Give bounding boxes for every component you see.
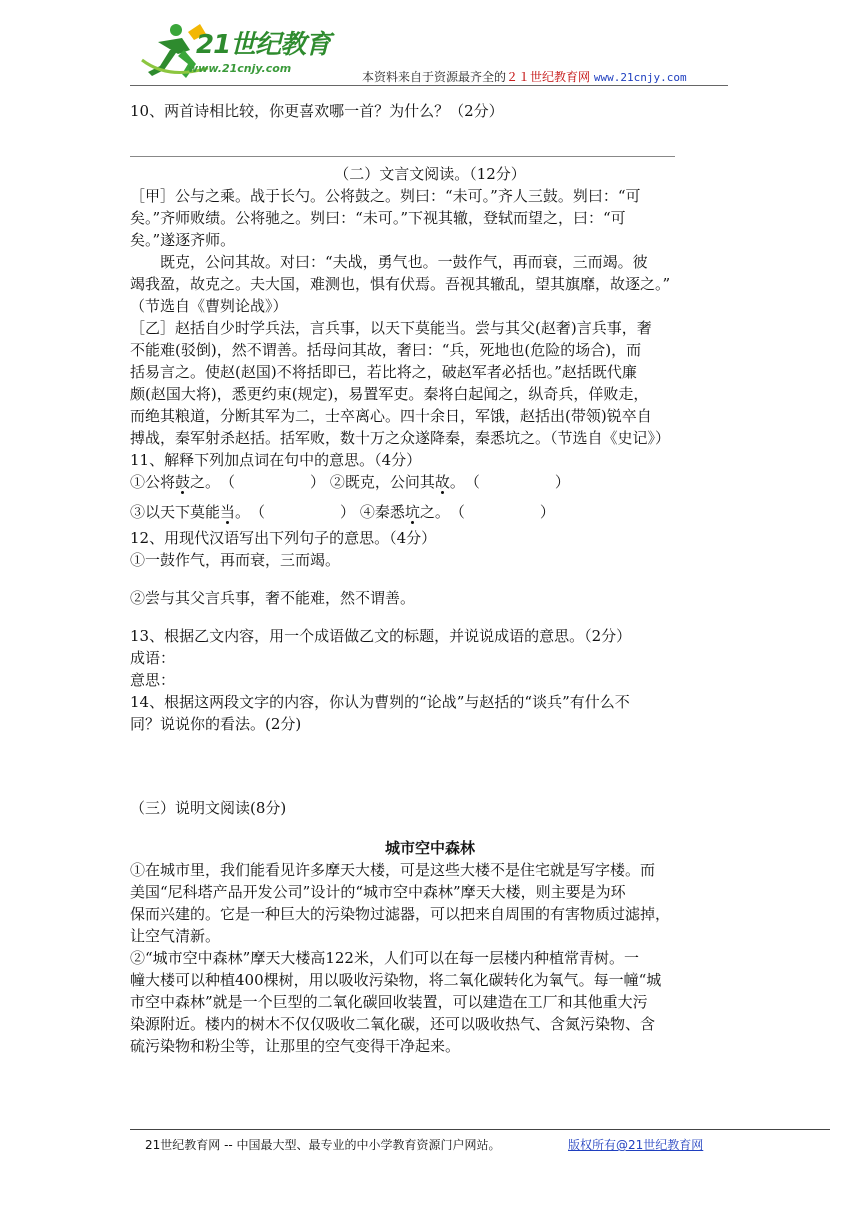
logo-url: www.21cnjy.com — [188, 62, 292, 75]
dotted-word: 鼓 — [175, 473, 191, 491]
header-site-link[interactable]: ２１世纪教育网 — [506, 70, 591, 84]
article-p1-line: 美国“尼科塔产品开发公司”设计的“城市空中森林”摩天大楼，则主要是为环 — [130, 883, 626, 901]
footer-copyright-link[interactable]: 版权所有@21世纪教育网 — [568, 1138, 704, 1152]
q11-item: ①公将 — [130, 473, 176, 491]
passage-jia-line: 既克，公问其故。对曰：“夫战，勇气也。一鼓作气，再而衰，三而竭。彼 — [160, 253, 648, 271]
q13-meaning-label: 意思： — [130, 671, 176, 689]
section-2-title: （二）文言文阅读。（12分） — [334, 165, 526, 183]
article-p2-line: 市空中森林”就是一个巨型的二氧化碳回收装置，可以建造在工厂和其他重大污 — [130, 993, 648, 1011]
page-footer — [145, 1136, 704, 1153]
footer-text: 21世纪教育网 -- 中国最大型、最专业的中小学教育资源门户网站。 — [145, 1138, 501, 1152]
passage-jia-line: 矣。”遂逐齐师。 — [130, 231, 236, 249]
header-note — [362, 68, 687, 85]
q11-item: ③以天下莫能 — [130, 503, 221, 521]
question-14: 14、根据这两段文字的内容，你认为曹刿的“论战”与赵括的“谈兵”有什么不 — [130, 693, 630, 711]
question-11: 11、解释下列加点词在句中的意思。（4分） — [130, 451, 422, 469]
q11-blank: 。 （ ） — [235, 503, 356, 521]
article-p2-line: 染源附近。楼内的树木不仅仅吸收二氧化碳，还可以吸收热气、含氮污染物、含 — [130, 1015, 656, 1033]
q11-blank: 。 （ ） — [449, 473, 570, 491]
article-p1-line: ①在城市里，我们能看见许多摩天大楼，可是这些大楼不是住宅就是写字楼。而 — [130, 861, 656, 879]
question-11-row — [130, 471, 730, 497]
footer-divider — [130, 1129, 830, 1130]
passage-jia-line: 竭我盈，故克之。夫大国，难测也，惧有伏焉。吾视其辙乱，望其旗靡，故逐之。” — [130, 275, 671, 293]
passage-jia-source: （节选自《曹刿论战》） — [130, 297, 288, 315]
dotted-word: 坑 — [404, 503, 420, 521]
q13-idiom-label: 成语： — [130, 649, 176, 667]
header-url-link[interactable]: www.21cnjy.com — [593, 71, 687, 84]
answer-line — [130, 156, 675, 157]
passage-jia-line: 矣。”齐师败绩。公将驰之。刿曰：“未可。”下视其辙，登轼而望之，曰：“可 — [130, 209, 626, 227]
passage-yi-line: 不能难(驳倒)，然不谓善。括母问其故，奢曰：“兵，死地也(危险的场合)，而 — [130, 341, 642, 359]
logo-wordmark: 21世纪教育 — [196, 30, 331, 60]
article-p1-line: 保而兴建的。它是一种巨大的污染物过滤器，可以把来自周围的有害物质过滤掉， — [130, 905, 671, 923]
article-title: 城市空中森林 — [384, 839, 475, 857]
article-p2-line: 硫污染物和粉尘等，让那里的空气变得干净起来。 — [130, 1037, 461, 1055]
question-11-row — [130, 497, 730, 527]
header-note-text: 本资料来自于资源最齐全的 — [362, 70, 507, 84]
question-13: 13、根据乙文内容，用一个成语做乙文的标题，并说说成语的意思。（2分） — [130, 627, 632, 645]
passage-yi-line: 而绝其粮道，分断其军为二，士卒离心。四十余日，军饿，赵括出(带领)锐卒自 — [130, 407, 652, 425]
article-p1-line: 让空气清新。 — [130, 927, 221, 945]
passage-yi-line: 搏战，秦军射杀赵括。括军败，数十万之众遂降秦，秦悉坑之。（节选自《史记》） — [130, 429, 671, 447]
q11-blank: 之。 （ ） — [190, 473, 326, 491]
question-10: 10、两首诗相比较，你更喜欢哪一首？为什么？（2分） — [130, 102, 504, 120]
passage-yi-line: ［乙］赵括自少时学兵法，言兵事，以天下莫能当。尝与其父(赵奢)言兵事，奢 — [130, 319, 652, 337]
section-3-title: （三）说明文阅读(8分) — [130, 799, 287, 817]
passage-yi-line: 括易言之。使赵(赵国)不将括即已，若比将之，破赵军者必括也。”赵括既代廉 — [130, 363, 637, 381]
article-p2-line: 幢大楼可以种植400棵树，用以吸收污染物，将二氧化碳转化为氧气。每一幢“城 — [130, 971, 662, 989]
passage-jia-line: ［甲］公与之乘。战于长勺。公将鼓之。刿曰：“未可。”齐人三鼓。刿曰：“可 — [130, 187, 641, 205]
page-header — [0, 0, 860, 90]
document-body — [130, 100, 730, 1057]
q12-sentence-2: ②尝与其父言兵事，奢不能难，然不谓善。 — [130, 589, 416, 607]
dotted-word: 当 — [220, 503, 236, 521]
q11-item: ②既克，公问其 — [329, 473, 435, 491]
question-12: 12、用现代汉语写出下列句子的意思。（4分） — [130, 529, 437, 547]
q12-sentence-1: ①一鼓作气，再而衰，三而竭。 — [130, 551, 341, 569]
question-14: 同？说说你的看法。(2分) — [130, 715, 302, 733]
q11-item: ④秦悉 — [359, 503, 405, 521]
passage-yi-line: 颇(赵国大将)，悉更约束(规定)，易置军吏。秦将白起闻之，纵奇兵，佯败走， — [130, 385, 649, 403]
dotted-word: 故 — [434, 473, 450, 491]
article-p2-line: ②“城市空中森林”摩天大楼高122米，人们可以在每一层楼内种植常青树。一 — [130, 949, 639, 967]
header-divider — [130, 85, 728, 86]
q11-blank: 之。 （ ） — [419, 503, 555, 521]
